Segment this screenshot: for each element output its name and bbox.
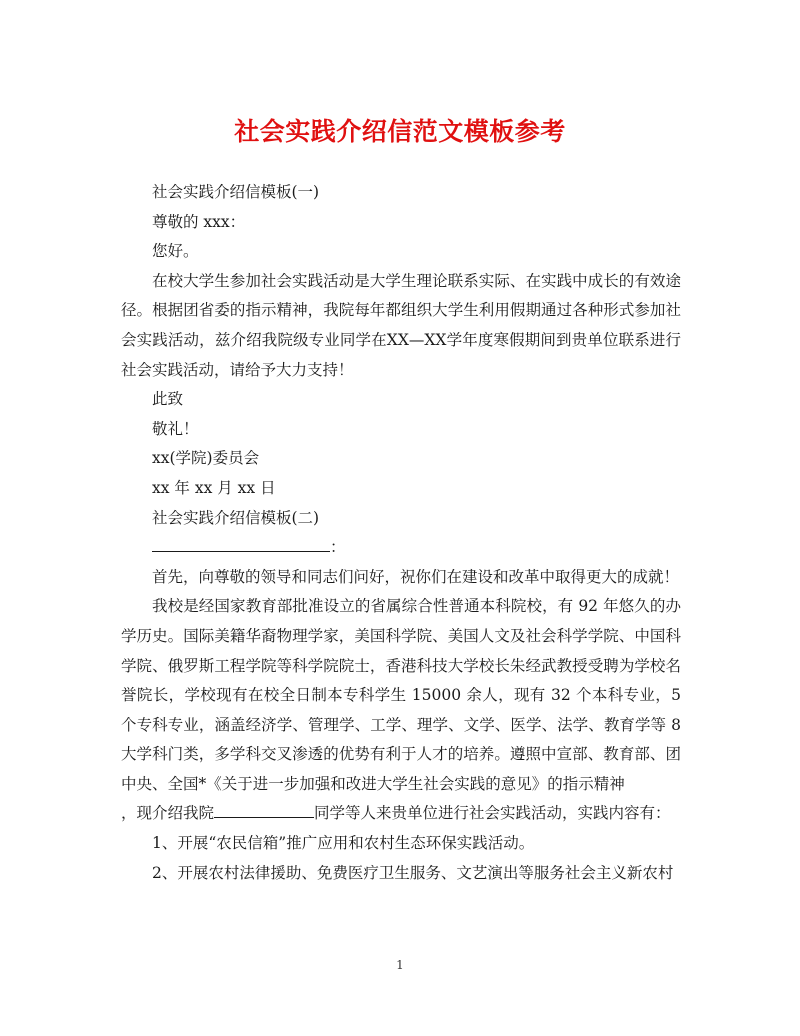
activity-item-1: 1、开展“农民信箱”推广应用和农村生态环保实践活动。	[152, 834, 535, 853]
introduction-students-line	[121, 799, 681, 829]
recipient-line	[121, 533, 681, 563]
page-number: 1	[396, 958, 404, 972]
intro-suffix: 同学等人来贵单位进行社会实践活动，实践内容有：	[314, 804, 671, 823]
school-description-paragraph: 我校是经国家教育部批准设立的省属综合性普通本科院校，有 92 年悠久的办学历史。国际美籍华裔物理学家，美国科学院、美国人文及社会科学学院、中国科学院、俄罗斯工程学院等科学院院士，香港科技大学校长朱经武教授受聘为学校名誉院长，学校现有在校全日制本专科学生 15000 余人，现有 32 个本科专业，5 个专科专业，涵盖经济学、管理学、工学、理学、文学、医学、法学、教育学等 8 大学科门类，多学科交叉渗透的优势有利于人才的培养。遵照中宣部、教育部、团中央、全国*《关于进一步加强和改进大学生社会实践的意见》的指示精神	[121, 597, 681, 793]
greeting: 您好。	[152, 242, 199, 261]
signature-committee: xx(学院)委员会	[152, 449, 260, 468]
introduction-paragraph: 在校大学生参加社会实践活动是大学生理论联系实际、在实践中成长的有效途径。根据团省委的指示精神，我院每年都组织大学生利用假期通过各种形式参加社会实践活动，兹介绍我院级专业同学在XX—XX学年度寒假期间到贵单位联系进行社会实践活动，请给予大力支持！	[121, 271, 681, 379]
recipient-colon: ：	[330, 538, 346, 557]
template-two-heading: 社会实践介绍信模板(二)	[152, 508, 320, 527]
document-body	[121, 178, 681, 888]
students-blank[interactable]	[214, 800, 314, 818]
intro-prefix: ，现介绍我院	[121, 804, 215, 823]
activity-item-2: 2、开展农村法律援助、免费医疗卫生服务、文艺演出等服务社会主义新农村	[152, 863, 674, 882]
salutation: 尊敬的 xxx：	[152, 212, 246, 231]
document-title: 社会实践介绍信范文模板参考	[234, 117, 566, 146]
opening-paragraph: 首先，向尊敬的领导和同志们问好，祝你们在建设和改革中取得更大的成就！	[152, 567, 680, 586]
recipient-blank[interactable]	[152, 534, 330, 552]
closing-salute: 敬礼！	[152, 419, 199, 438]
signature-date: xx 年 xx 月 xx 日	[152, 478, 276, 497]
closing-phrase: 此致	[152, 390, 184, 409]
template-one-heading: 社会实践介绍信模板(一)	[152, 183, 320, 201]
